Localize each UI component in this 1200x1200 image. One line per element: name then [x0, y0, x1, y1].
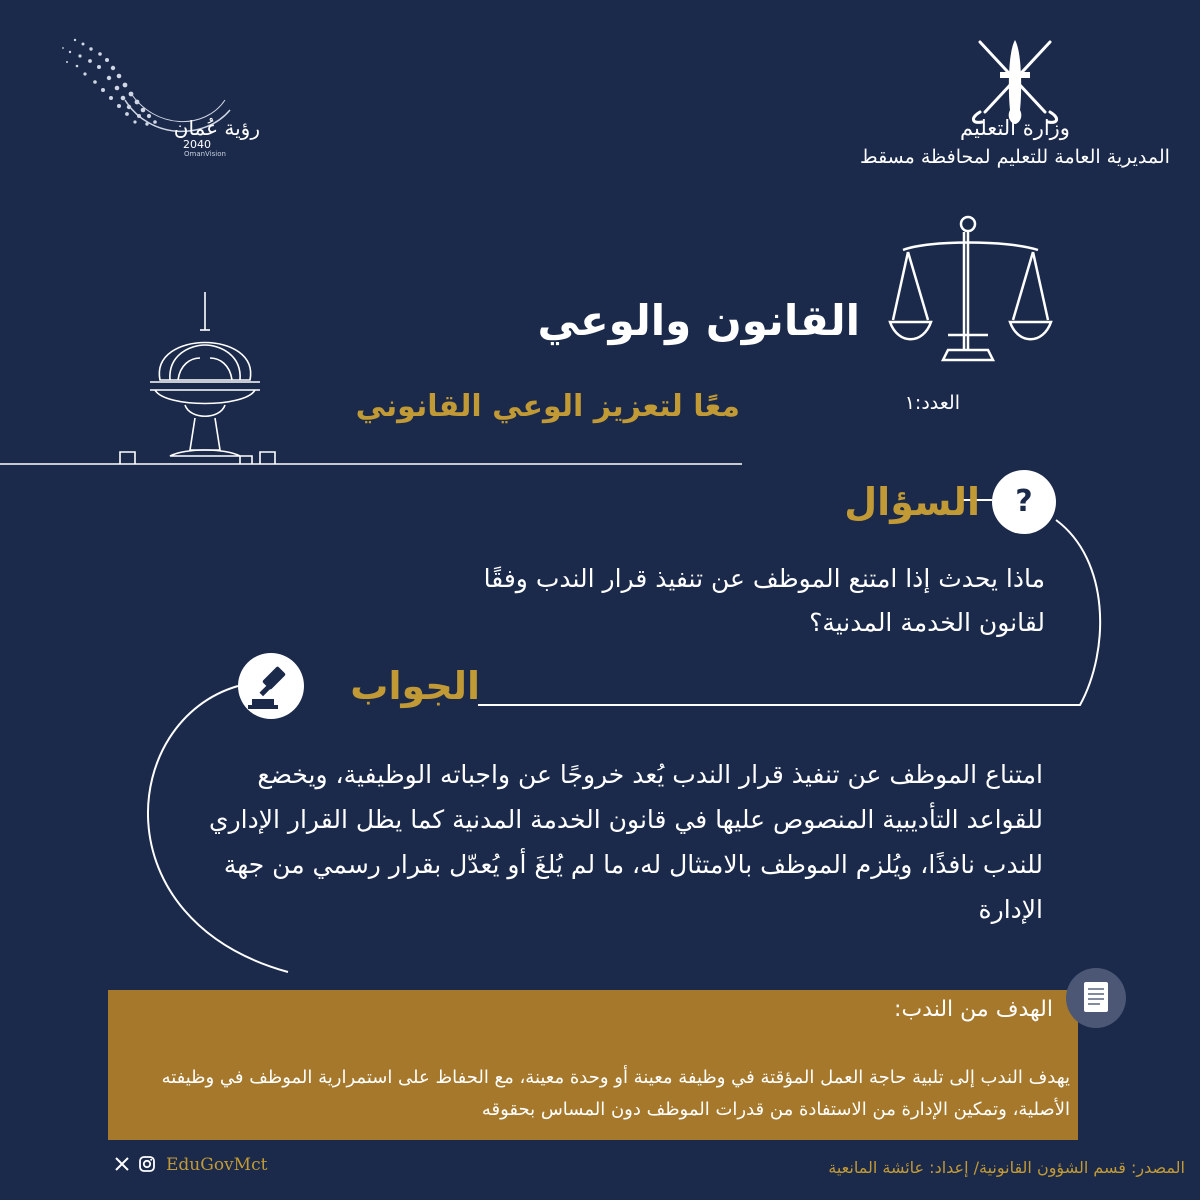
question-label: السؤال	[844, 480, 980, 524]
answer-label: الجواب	[350, 664, 480, 708]
gavel-badge	[238, 653, 304, 719]
directorate-name: المديرية العامة للتعليم لمحافظة مسقط	[860, 146, 1170, 168]
ministry-name: وزارة التعليم	[960, 116, 1070, 140]
incense-burner-illustration	[0, 290, 750, 470]
question-mark-icon: ?	[992, 470, 1056, 534]
oman-emblem-icon	[960, 32, 1070, 127]
oman-vision-2040-logo	[55, 30, 255, 160]
goal-title: الهدف من الندب:	[894, 997, 1053, 1022]
scale-of-justice-icon	[888, 210, 1053, 375]
page-subtitle: معًا لتعزيز الوعي القانوني	[355, 389, 740, 424]
question-text: ماذا يحدث إذا امتنع الموظف عن تنفيذ قرار الندب وفقًا لقانون الخدمة المدنية؟	[483, 564, 1045, 637]
gavel-icon	[238, 653, 304, 719]
answer-text: امتناع الموظف عن تنفيذ قرار الندب يُعد خروجًا عن واجباته الوظيفية، ويخضع للقواعد التأديبية المنصوص عليها في قانون الخدمة المدنية كما يظل القرار الإداري للندب نافذًا، ويُلزم الموظف بالامتثال له، ما لم يُلغَ أو يُعدّل بقرار رسمي من جهة الإدارة	[209, 760, 1043, 924]
goal-text: يهدف الندب إلى تلبية حاجة العمل المؤقتة في وظيفة معينة أو وحدة معينة، مع الحفاظ على استمرارية الموظف في وظيفته الأصلية، وتمكين الإدارة من الاستفادة من قدرات الموظف دون المساس بحقوقه	[161, 1067, 1070, 1120]
page-title: القانون والوعي	[537, 296, 860, 345]
instagram-icon[interactable]	[138, 1155, 156, 1173]
document-icon	[1066, 968, 1126, 1028]
x-social-icon[interactable]	[113, 1155, 131, 1173]
issue-number: العدد:١	[904, 392, 960, 414]
vision-sub: OmanVision	[184, 150, 226, 158]
document-badge	[1066, 968, 1126, 1028]
social-handle[interactable]: EduGovMct	[166, 1155, 268, 1175]
vision-name: رؤية عُمان	[173, 116, 260, 140]
source-credit: المصدر: قسم الشؤون القانونية/ إعداد: عائشة المانعية	[828, 1158, 1185, 1177]
vision-year: 2040	[183, 138, 211, 151]
